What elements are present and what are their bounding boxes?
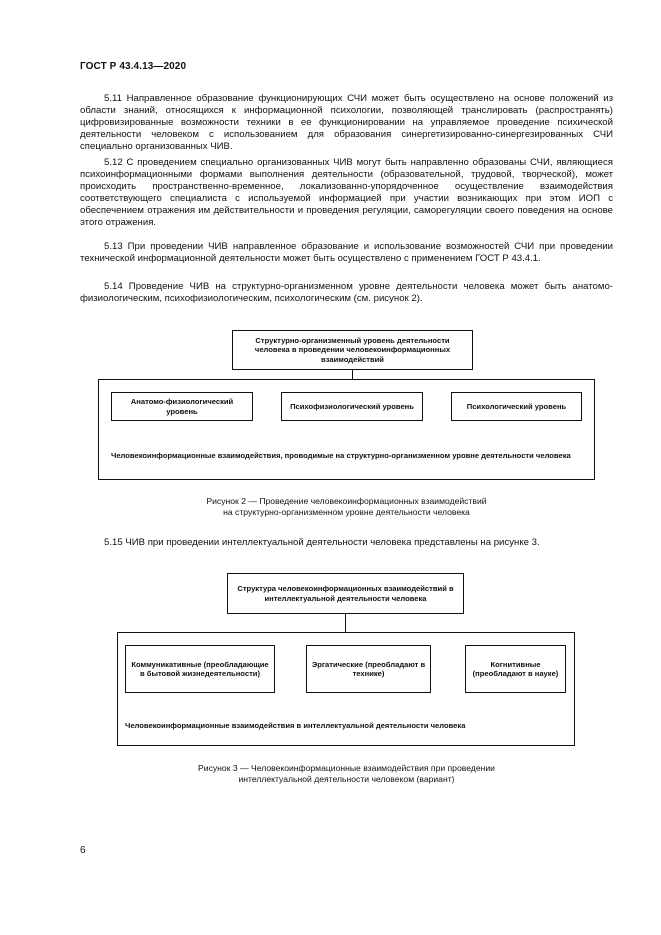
fig2-box-psychophysio [281, 392, 423, 421]
fig2-box-psycho [451, 392, 582, 421]
paragraph-5-14: 5.14 Проведение ЧИВ на структурно-организменном уровне деятельности человека может быть анатомо-физиологическим, психофизиологическим, психологическим (см. рисунок 2). [80, 281, 613, 305]
fig2-box-psychophysio-label: Психофизиологический уровень [290, 401, 414, 411]
fig3-box-ergatic-label: Эргатические (преобладают в технике) [311, 659, 426, 678]
fig2-top-box [232, 330, 473, 370]
fig3-frame-label: Человекоинформационные взаимодействия в интеллектуальной деятельности человека [125, 721, 466, 730]
paragraph-5-13: 5.13 При проведении ЧИВ направленное образование и использование возможностей СЧИ при проведении технической информационной деятельности может быть осуществлено с применением ГОСТ Р 43.4.1. [80, 241, 613, 265]
fig2-box-anatomo [111, 392, 253, 421]
fig2-caption [80, 496, 613, 518]
fig2-box-anatomo-label: Анатомо-физиологический уровень [130, 397, 234, 416]
paragraph-5-11: 5.11 Направленное образование функционирующих СЧИ может быть осуществлено на основе положений из области знаний, относящихся к информационной психологии, позволяющей транслировать (распространять) цифровизированные возможности техники в ее функционировании на управляемое проведение психической деятельности человеком с использованием для образования синергетизированно-синергезированных СЧИ специально организованных ЧИВ. [80, 93, 613, 153]
fig3-top-box-label: Структура человекоинформационных взаимодействий в интеллектуальной деятельности человека [237, 584, 454, 603]
fig3-box-ergatic [306, 645, 431, 693]
fig3-caption-line1: Рисунок 3 — Человекоинформационные взаимодействия при проведении [198, 763, 495, 773]
fig3-box-communicative [125, 645, 275, 693]
page-number: 6 [80, 845, 86, 856]
fig2-caption-line1: Рисунок 2 — Проведение человекоинформационных взаимодействий [206, 496, 487, 506]
fig2-frame-label: Человекоинформационные взаимодействия, проводимые на структурно-организменном уровне деятельности человека [111, 451, 571, 460]
paragraph-5-15: 5.15 ЧИВ при проведении интеллектуальной деятельности человека представлены на рисунке 3. [104, 537, 540, 548]
fig3-connector [345, 614, 346, 633]
paragraph-5-12: 5.12 С проведением специально организованных ЧИВ могут быть направленно образованы СЧИ, являющиеся психоинформационными формами выполнения деятельности (образовательной, трудовой, творческой), может происходить пространственно-временное, локализованно-упорядоченное осуществление взаимодействия соответствующего специалиста с используемой информацией при участии возникающих при этом ИОП с обеспечением отражения им действительности и проведения регуляции, саморегуляции своего поведения на основе этого отражения. [80, 157, 613, 229]
fig2-caption-line2: на структурно-организменном уровне деятельности человека [223, 507, 470, 517]
fig3-caption-line2: интеллектуальной деятельности человеком (вариант) [238, 774, 455, 784]
fig3-box-cognitive-label: Когнитивные (преобладают в науке) [472, 659, 559, 678]
document-header: ГОСТ Р 43.4.13—2020 [80, 61, 187, 72]
fig3-box-cognitive [465, 645, 566, 693]
fig3-box-communicative-label: Коммуникативные (преобладающие в бытовой жизнедеятельности) [131, 659, 269, 678]
fig2-box-psycho-label: Психологический уровень [466, 401, 567, 411]
fig3-top-box [227, 573, 464, 614]
fig3-caption [80, 763, 613, 785]
fig2-top-box-label: Структурно-организменный уровень деятельности человека в проведении человекоинформационных взаимодействий [254, 335, 451, 364]
